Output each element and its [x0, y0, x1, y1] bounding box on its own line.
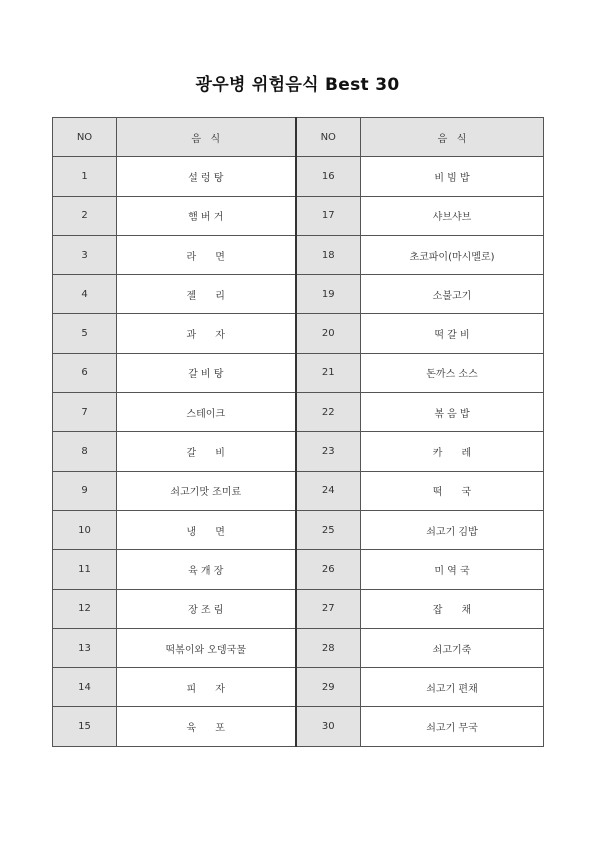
- table-row: [53, 393, 544, 432]
- table-row: [53, 432, 544, 471]
- table-row: [53, 668, 544, 707]
- food-name-left: 젤 리: [117, 275, 296, 314]
- food-name-left: 피 자: [117, 668, 296, 707]
- row-number-left: 15: [53, 707, 117, 746]
- row-number-left: 3: [53, 235, 117, 274]
- header-food-left: 음 식: [117, 118, 296, 157]
- table-row: [53, 353, 544, 392]
- food-name-left: 설 렁 탕: [117, 157, 296, 196]
- table-row: [53, 235, 544, 274]
- food-name-right: 쇠고기 편채: [361, 668, 544, 707]
- row-number-right: 25: [296, 510, 361, 549]
- food-name-right: 잡 채: [361, 589, 544, 628]
- food-name-left: 육 개 장: [117, 550, 296, 589]
- row-number-left: 12: [53, 589, 117, 628]
- row-number-left: 6: [53, 353, 117, 392]
- table-row: [53, 471, 544, 510]
- row-number-right: 22: [296, 393, 361, 432]
- food-name-right: 카 레: [361, 432, 544, 471]
- food-name-left: 육 포: [117, 707, 296, 746]
- row-number-left: 5: [53, 314, 117, 353]
- table-row: [53, 628, 544, 667]
- row-number-right: 21: [296, 353, 361, 392]
- row-number-right: 20: [296, 314, 361, 353]
- food-name-right: 떡 국: [361, 471, 544, 510]
- row-number-right: 16: [296, 157, 361, 196]
- table-row: [53, 196, 544, 235]
- table-header-row: [53, 118, 544, 157]
- food-name-right: 비 빔 밥: [361, 157, 544, 196]
- food-name-left: 스테이크: [117, 393, 296, 432]
- table-row: [53, 589, 544, 628]
- food-name-right: 쇠고기 김밥: [361, 510, 544, 549]
- food-name-right: 쇠고기죽: [361, 628, 544, 667]
- food-name-left: 햄 버 거: [117, 196, 296, 235]
- food-table: [52, 117, 544, 747]
- row-number-left: 9: [53, 471, 117, 510]
- food-name-left: 떡볶이와 오뎅국물: [117, 628, 296, 667]
- food-name-right: 돈까스 소스: [361, 353, 544, 392]
- food-name-left: 냉 면: [117, 510, 296, 549]
- food-name-right: 소불고기: [361, 275, 544, 314]
- food-name-left: 과 자: [117, 314, 296, 353]
- food-name-left: 장 조 림: [117, 589, 296, 628]
- row-number-left: 1: [53, 157, 117, 196]
- header-no-left: NO: [53, 118, 117, 157]
- row-number-left: 13: [53, 628, 117, 667]
- table-row: [53, 707, 544, 746]
- food-name-left: 라 면: [117, 235, 296, 274]
- row-number-left: 8: [53, 432, 117, 471]
- row-number-right: 24: [296, 471, 361, 510]
- food-name-right: 떡 갈 비: [361, 314, 544, 353]
- row-number-right: 18: [296, 235, 361, 274]
- row-number-right: 29: [296, 668, 361, 707]
- food-name-left: 갈 비 탕: [117, 353, 296, 392]
- row-number-left: 14: [53, 668, 117, 707]
- row-number-left: 7: [53, 393, 117, 432]
- food-name-left: 갈 비: [117, 432, 296, 471]
- food-name-left: 쇠고기맛 조미료: [117, 471, 296, 510]
- food-name-right: 볶 음 밥: [361, 393, 544, 432]
- table-row: [53, 550, 544, 589]
- row-number-left: 2: [53, 196, 117, 235]
- row-number-right: 26: [296, 550, 361, 589]
- header-no-right: NO: [296, 118, 361, 157]
- table-row: [53, 510, 544, 549]
- table-row: [53, 157, 544, 196]
- header-food-right: 음 식: [361, 118, 544, 157]
- row-number-right: 23: [296, 432, 361, 471]
- page-title: 광우병 위험음식 Best 30: [195, 75, 400, 95]
- row-number-right: 19: [296, 275, 361, 314]
- table-row: [53, 275, 544, 314]
- row-number-left: 4: [53, 275, 117, 314]
- table-row: [53, 314, 544, 353]
- food-name-right: 쇠고기 무국: [361, 707, 544, 746]
- food-name-right: 샤브샤브: [361, 196, 544, 235]
- row-number-left: 11: [53, 550, 117, 589]
- row-number-right: 28: [296, 628, 361, 667]
- food-name-right: 미 역 국: [361, 550, 544, 589]
- row-number-right: 17: [296, 196, 361, 235]
- table-body: [53, 157, 544, 746]
- row-number-right: 30: [296, 707, 361, 746]
- row-number-right: 27: [296, 589, 361, 628]
- food-name-right: 초코파이(마시멜로): [361, 235, 544, 274]
- row-number-left: 10: [53, 510, 117, 549]
